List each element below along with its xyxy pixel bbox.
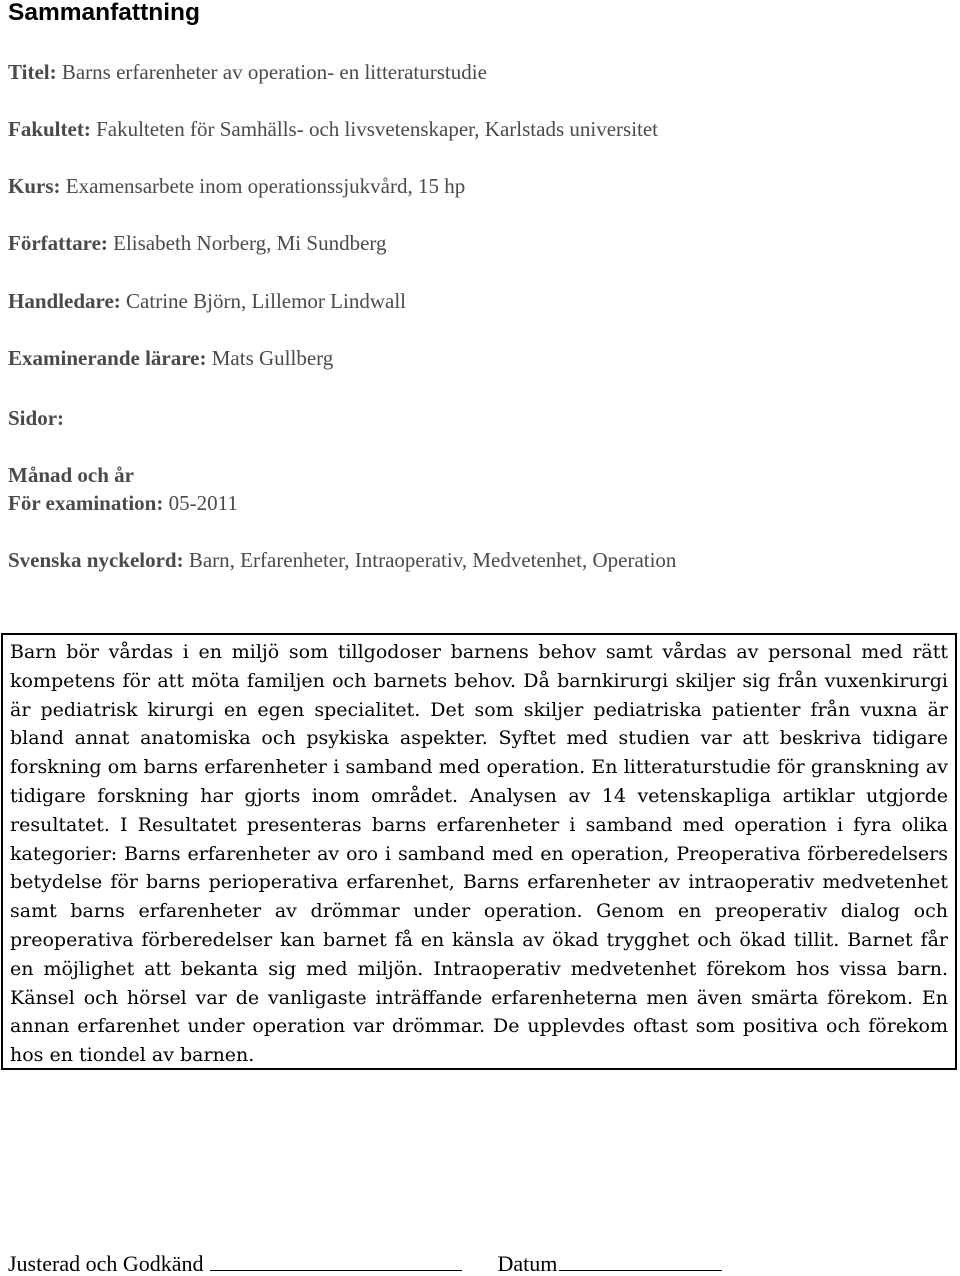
field-label: Författare: (8, 231, 108, 255)
abstract-box (1, 633, 957, 1070)
title-field (8, 59, 487, 85)
signature-footer (8, 1249, 722, 1276)
field-label: Fakultet: (8, 117, 91, 141)
supervisors-field (8, 288, 406, 314)
field-value: Mats Gullberg (211, 346, 334, 370)
field-label: Titel: (8, 60, 57, 84)
page-title: Sammanfattning (8, 0, 200, 26)
field-label: Månad och år (8, 463, 134, 487)
faculty-field (8, 116, 658, 142)
approval-label: Justerad och Godkänd (8, 1251, 204, 1276)
field-label: Examinerande lärare: (8, 346, 207, 370)
field-label: Sidor: (8, 406, 65, 430)
authors-field (8, 230, 387, 256)
course-field (8, 173, 465, 199)
date-label: Datum (497, 1251, 558, 1276)
field-value: Elisabeth Norberg, Mi Sundberg (113, 231, 387, 255)
abstract-text: Barn bör vårdas i en miljö som tillgodoser barnens behov samt vårdas av personal med rätt kompetens för att möta familjen och barnets behov. Då barnkirurgi skiljer sig från vuxenkirurgi är pediatrisk kirurgi en egen specialitet. Det som skiljer pediatriska patienter från vuxna är bland annat anatomiska och psykiska aspekter. Syftet med studien var att beskriva tidigare forskning om barns erfarenheter i samband med operation. En litteraturstudie för granskning av tidigare forskning har gjorts inom området. Analysen av 14 vetenskapliga artiklar utgjorde resultatet. I Resultatet presenteras barns erfarenheter i samband med operation i fyra olika kategorier: Barns erfarenheter av oro i samband med en operation, Preoperativa förberedelsers betydelse för barns perioperativa erfarenhet, Barns erfarenheter av intraoperativ medvetenhet samt barns erfarenheter av drömmar under operation. Genom en preoperativ dialog och preoperativa förberedelser kan barnet få en känsla av ökad trygghet och ökad tillit. Barnet får en möjlighet att bekanta sig med miljön. Intraoperativ medvetenhet förekom hos vissa barn. Känsel och hörsel var de vanligaste inträffande erfarenheterna men även smärta förekom. En annan erfarenhet under operation var drömmar. De upplevdes oftast som positiva och förekom hos en tiondel av barnen. (10, 641, 948, 1067)
field-label: Kurs: (8, 174, 61, 198)
pages-field (8, 405, 64, 431)
approval-signature-line[interactable] (210, 1249, 462, 1271)
field-value: Examensarbete inom operationssjukvård, 15 hp (65, 174, 466, 198)
field-value: 05-2011 (168, 491, 238, 515)
field-value: Fakulteten för Samhälls- och livsvetenskaper, Karlstads universitet (96, 117, 659, 141)
date-signature-line[interactable] (559, 1249, 722, 1271)
field-value: Barn, Erfarenheter, Intraoperativ, Medvetenhet, Operation (188, 548, 677, 572)
examination-field (8, 490, 238, 516)
field-label: Svenska nyckelord: (8, 548, 184, 572)
field-label: Handledare: (8, 289, 121, 313)
examiner-field (8, 345, 333, 371)
month-year-field (8, 462, 134, 488)
field-value: Barns erfarenheter av operation- en litteraturstudie (61, 60, 487, 84)
field-value: Catrine Björn, Lillemor Lindwall (126, 289, 406, 313)
keywords-field (8, 547, 676, 573)
field-label: För examination: (8, 491, 164, 515)
